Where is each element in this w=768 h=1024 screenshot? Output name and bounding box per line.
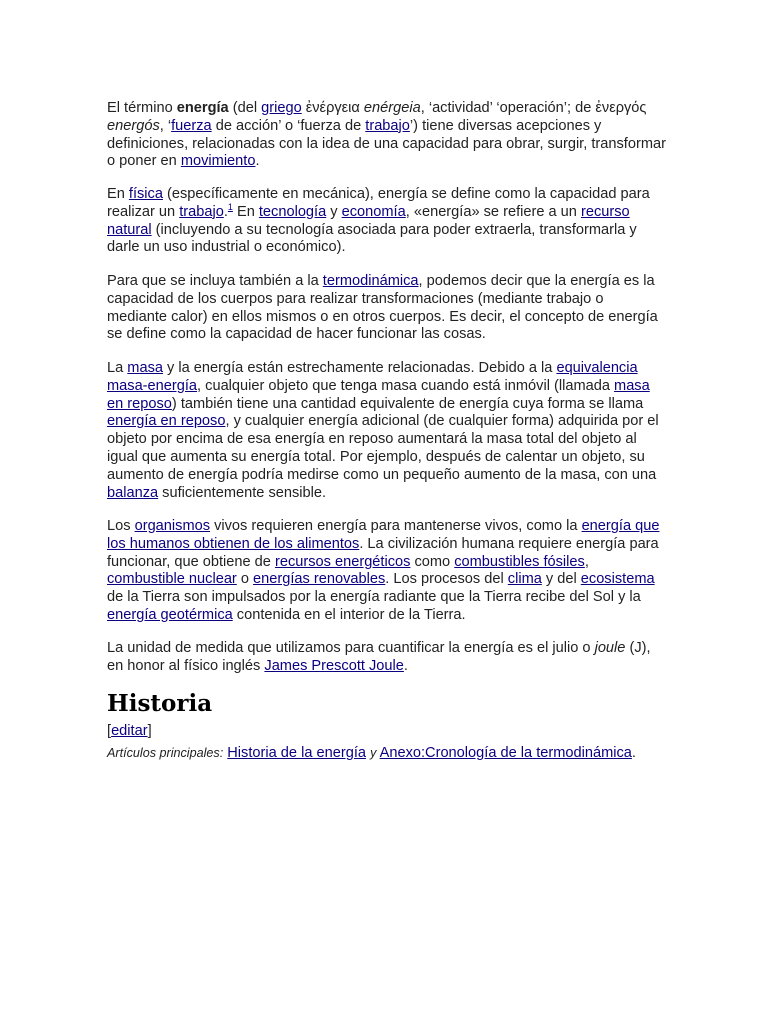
text: y la energía están estrechamente relacionadas. Debido a la [162, 360, 557, 376]
link-fuerza[interactable]: fuerza [171, 117, 212, 134]
text: contenida en el interior de la Tierra. [232, 606, 466, 623]
text: como [410, 553, 455, 570]
edit-section [107, 722, 152, 740]
link-fisica[interactable]: física [128, 186, 163, 202]
link-combustible-nuclear[interactable]: combustible nuclear [107, 571, 237, 588]
text: o [236, 571, 254, 588]
text: de la Tierra son impulsados por la energía radiante que la Tierra recibe del Sol y la [107, 589, 641, 606]
text: La [107, 360, 128, 376]
link-economia[interactable]: economía [341, 203, 406, 220]
text: ) también tiene una cantidad equivalente de energía cuya forma se llama [171, 395, 644, 412]
main-articles-label: Artículos principales: [107, 746, 224, 760]
link-equivalencia[interactable]: equivalencia masa-energía [107, 360, 638, 394]
text: ἐνέργεια [301, 100, 364, 116]
link-trabajo-2[interactable]: trabajo [179, 203, 224, 220]
text: (J), en honor al físico inglés [107, 640, 651, 674]
paragraph-masa [107, 360, 667, 502]
link-energia-en-reposo[interactable]: energía en reposo [107, 413, 226, 430]
link-clima[interactable]: clima [507, 571, 542, 588]
paragraph-fisica [107, 186, 667, 257]
term-italic: enérgeia [363, 100, 421, 116]
text: La unidad de medida que utilizamos para cuantificar la energía es el julio o [107, 640, 595, 656]
text: , podemos decir que la energía es la capacidad de los cuerpos para realizar transformaciones (mediante trabajo o mediante calor) en ellos mismos o en otros cuerpos. Es decir, el concepto de energía se define como la capacidad de hacer funcionar las cosas. [107, 273, 658, 343]
text: , [584, 553, 589, 570]
main-articles-note [107, 744, 636, 762]
text: y [326, 203, 342, 220]
link-termodinamica[interactable]: termodinámica [322, 273, 419, 289]
text: , cualquier objeto que tenga masa cuando está inmóvil (llamada [197, 377, 615, 394]
link-energia-alimentos[interactable]: energía que los humanos obtienen de los alimentos [107, 518, 660, 552]
text: (incluyendo a su tecnología asociada para poder extraerla, transformarla y darle un uso industrial o económico). [107, 221, 637, 256]
paragraph-intro [107, 100, 667, 171]
text: vivos requieren energía para mantenerse vivos, como la [210, 518, 582, 534]
link-recursos-energeticos[interactable]: recursos energéticos [274, 553, 411, 570]
text: (del [228, 100, 262, 116]
link-movimiento[interactable]: movimiento [180, 153, 256, 170]
text: . La civilización humana requiere energía para funcionar, que obtiene de [107, 535, 659, 570]
text: El término [107, 100, 177, 116]
bracket: [ [107, 723, 112, 739]
edit-link[interactable]: editar [111, 723, 148, 739]
text: , «energía» se refiere a un [405, 203, 581, 220]
text: . [403, 657, 408, 674]
term-italic: joule [594, 640, 626, 656]
paragraph-organismos [107, 518, 667, 625]
link-energia-geotermica[interactable]: energía geotérmica [107, 606, 233, 623]
footnote-ref-1[interactable]: 1 [227, 201, 233, 212]
conjunction: y [370, 746, 377, 760]
paragraph-unidad [107, 640, 667, 676]
link-historia-energia[interactable]: Historia de la energía [227, 745, 366, 761]
text: y del [541, 571, 581, 588]
text: . [223, 203, 228, 220]
link-combustibles-fosiles[interactable]: combustibles fósiles [454, 553, 585, 570]
paragraph-termodinamica [107, 273, 667, 344]
link-energias-renovables[interactable]: energías renovables [253, 571, 386, 588]
text: En [232, 203, 259, 220]
text: Los [107, 518, 135, 534]
text: , ‘actividad’ ‘operación’; de ἐνεργός [420, 100, 647, 116]
text: . [631, 745, 636, 761]
text: . [255, 153, 260, 170]
link-recurso-natural[interactable]: recurso natural [107, 203, 630, 238]
link-organismos[interactable]: organismos [134, 518, 211, 534]
text: , y cualquier energía adicional (de cualquier forma) adquirida por el objeto por encima de esa energía en reposo aumentará la masa total del objeto al igual que aumenta su energía total. Por ejemplo, después de calentar un objeto, su aumento de energía podría medirse como un pequeño aumento de la masa, con una [107, 413, 659, 483]
link-masa[interactable]: masa [127, 360, 163, 376]
link-griego[interactable]: griego [261, 100, 302, 116]
link-cronologia-termodinamica[interactable]: Anexo:Cronología de la termodinámica [379, 745, 632, 761]
link-james-prescott-joule[interactable]: James Prescott Joule [264, 657, 404, 674]
text: En [107, 186, 129, 202]
link-trabajo[interactable]: trabajo [365, 117, 410, 134]
text: . Los procesos del [385, 571, 508, 588]
text: Para que se incluya también a la [107, 273, 323, 289]
text: ’) tiene diversas acepciones y definiciones, relacionadas con la idea de una capacidad para obrar, surgir, transformar o poner en [107, 117, 666, 170]
text: , ‘ [159, 117, 172, 134]
text: (específicamente en mecánica), energía se define como la capacidad para realizar un [107, 186, 650, 220]
link-masa-en-reposo[interactable]: masa en reposo [107, 377, 650, 412]
term-bold: energía [176, 100, 229, 116]
section-heading-historia: Historia [107, 690, 213, 717]
link-ecosistema[interactable]: ecosistema [580, 571, 655, 588]
bracket: ] [147, 723, 152, 739]
term-italic: energós [107, 117, 160, 134]
text: de acción’ o ‘fuerza de [211, 117, 366, 134]
link-balanza[interactable]: balanza [107, 484, 159, 501]
link-tecnologia[interactable]: tecnología [258, 203, 327, 220]
text: suficientemente sensible. [158, 484, 327, 501]
